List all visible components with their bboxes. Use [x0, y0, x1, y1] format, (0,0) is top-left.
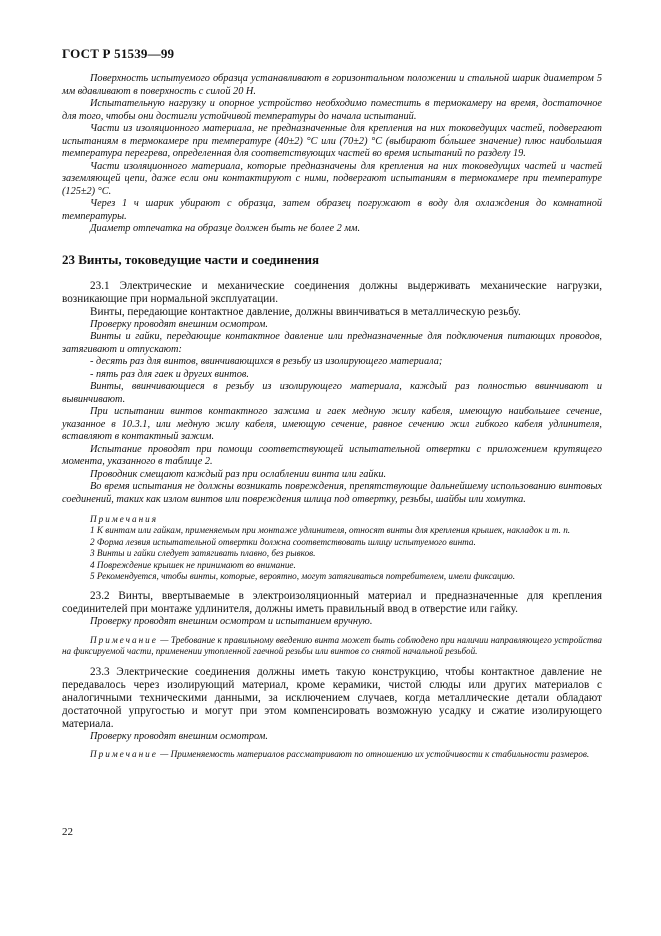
paragraph: Проверку проводят внешним осмотром.	[90, 730, 268, 742]
paragraph: Через 1 ч шарик убирают с образца, затем образец погружают в воду для охлаждения до комнатной температуры.	[62, 198, 602, 222]
document-code: ГОСТ Р 51539—99	[62, 46, 175, 61]
paragraph: Поверхность испытуемого образца устанавливают в горизонтальном положении и стальной шарик диаметром 5 мм вдавливают в поверхность с силой 20 Н.	[62, 73, 602, 97]
note	[62, 749, 602, 760]
list-item: - десять раз для винтов, ввинчивающихся в резьбу из изолирующего материала;	[90, 356, 443, 367]
paragraph: Во время испытания не должны возникать повреждения, препятствующие дальнейшему использованию винтовых соединений, таких как излом винтов или повреждения шлица под отвертку, резьбы, шайбы или хомутка.	[62, 481, 602, 505]
paragraph: Части из изоляционного материала, не предназначенные для крепления на них токоведущих частей, подвергают испытаниям в термокамере при температуре (40±2) °С или (70±2) °С (выбирают бо́льшее значение) плюс наибольшая температура перегрева, определенная для соответствующих частей во время испытаний по разделу 19.	[62, 123, 602, 159]
note-item: 4 Повреждение крышек не принимают во внимание.	[90, 559, 296, 570]
paragraph: 23.3 Электрические соединения должны иметь такую конструкцию, чтобы контактное давление не передавалось через изолирующий материал, кроме керамики, чистой слюды или других материалов с аналогичными техническими данными, за исключением случаев, когда металлические детали обладают достаточной упругостью и могут при этом компенсировать возможную усадку и сжатие изолирующего материала.	[62, 665, 602, 730]
paragraph: 23.1 Электрические и механические соединения должны выдерживать механические нагрузки, возникающие при нормальной эксплуатации.	[62, 279, 602, 305]
note-item: 3 Винты и гайки следует затягивать плавно, без рывков.	[90, 548, 316, 559]
note-label: Примечание	[90, 634, 158, 645]
list-item: - пять раз для гаек и других винтов.	[90, 368, 249, 380]
paragraph: Диаметр отпечатка на образце должен быть не более 2 мм.	[90, 223, 361, 234]
note-item: 5 Рекомендуется, чтобы винты, которые, вероятно, могут затягиваться потребителем, имели фиксацию.	[90, 571, 516, 582]
paragraph: Винты и гайки, передающие контактное давление или предназначенные для подключения питающих проводов, затягивают и отпускают:	[62, 331, 602, 355]
paragraph: 23.2 Винты, ввертываемые в электроизоляционный материал и предназначенные для крепления соединителей при монтаже удлинителя, должны иметь правильный ввод в отверстие или гайку.	[62, 590, 602, 616]
page-content	[62, 73, 602, 761]
note	[62, 635, 602, 658]
page-number: 22	[62, 826, 73, 838]
paragraph: Части изоляционного материала, которые предназначены для крепления на них токоведущих частей и частей заземляющей цепи, даже если они контактируют с ними, подвергают испытаниям в термокамере при температуре (125±2) °С.	[62, 160, 602, 197]
note-text: — Применяемость материалов рассматривают по отношению их устойчивости к стабильности размеров.	[160, 749, 590, 760]
paragraph: При испытании винтов контактного зажима и гаек медную жилу кабеля, имеющую наибольшее сечение, указанное в 10.3.1, или медную жилу кабеля, имеющую сечение, равное сечению жил гибкого кабеля удлинителя, вставляют в контактный зажим.	[62, 406, 602, 442]
note-text: — Требование к правильному введению винта может быть соблюдено при наличии направляющего устройства на фиксируемой части, применении утопленной гаечной резьбы или винтов со снятой начальной резьбой.	[62, 634, 602, 657]
note-item: 1 К винтам или гайкам, применяемым при монтаже удлинителя, относят винты для крепления крышек, накладок и т. п.	[90, 525, 571, 536]
note-item: 2 Форма лезвия испытательной отвертки должна соответствовать шлицу испытуемого винта.	[90, 536, 476, 547]
paragraph: Винты, ввинчивающиеся в резьбу из изолирующего материала, каждый раз полностью ввинчивают и вывинчивают.	[62, 381, 602, 405]
notes-label: Примечания	[90, 514, 159, 524]
note-label: Примечание	[90, 749, 158, 760]
paragraph: Проводник смещают каждый раз при ослаблении винта или гайки.	[90, 468, 387, 480]
paragraph: Проверку проводят внешним осмотром.	[90, 318, 268, 330]
paragraph: Испытательную нагрузку и опорное устройство необходимо поместить в термокамеру на время, достаточное для того, чтобы они достигли устойчивой температуры до начала испытаний.	[62, 98, 602, 122]
section-title: 23 Винты, токоведущие части и соединения	[62, 251, 320, 267]
paragraph: Проверку проводят внешним осмотром и испытанием вручную.	[90, 616, 373, 628]
paragraph: Винты, передающие контактное давление, должны ввинчиваться в металлическую резьбу.	[90, 305, 521, 318]
paragraph: Испытание проводят при помощи соответствующей испытательной отвертки с приложением крутящего момента, указанного в таблице 2.	[62, 443, 602, 467]
